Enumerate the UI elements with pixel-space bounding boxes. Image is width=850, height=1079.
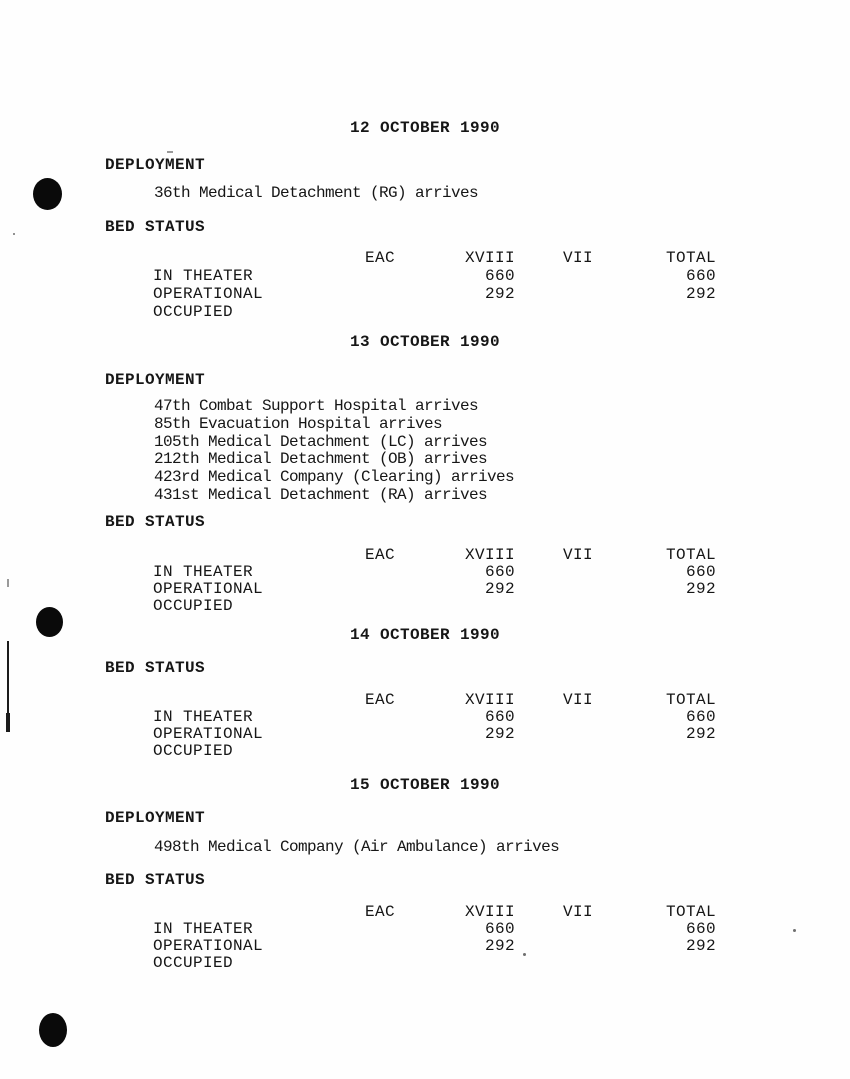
bed-status-table [153,547,716,615]
cell-xviii: 292 [484,580,515,598]
cell-xviii: 660 [484,563,515,581]
cell-eac [333,955,395,972]
cell-vii [515,709,593,726]
column-header-xviii: XVIII [464,691,515,709]
cell-eac [333,921,395,938]
scan-speck [13,233,15,235]
column-header-eac: EAC [364,249,395,267]
cell-total: 660 [685,267,716,285]
row-label: OCCUPIED [153,742,234,760]
row-label: OPERATIONAL [153,580,264,598]
column-header-vii: VII [562,903,593,921]
deployment-entry: 431st Medical Detachment (RA) arrives [154,486,488,504]
deployment-entry: 498th Medical Company (Air Ambulance) arrives [154,838,560,856]
column-spacer [153,250,333,268]
bed-status-table [153,904,716,972]
cell-eac [333,286,395,304]
cell-vii [515,743,593,760]
column-header-total: TOTAL [665,249,716,267]
cell-xviii: 660 [484,267,515,285]
cell-vii [515,304,593,322]
table-header-row [153,547,716,564]
cell-total: 660 [685,708,716,726]
deployment-entry: 423rd Medical Company (Clearing) arrives [154,468,515,486]
row-label: IN THEATER [153,563,254,581]
cell-vii [515,268,593,286]
cell-eac [333,726,395,743]
table-row [153,955,716,972]
deployment-entry: 105th Medical Detachment (LC) arrives [154,433,488,451]
row-label: IN THEATER [153,920,254,938]
cell-xviii [395,955,515,972]
cell-xviii: 660 [484,708,515,726]
deployment-entry: 85th Evacuation Hospital arrives [154,415,443,433]
cell-total [593,743,716,760]
hole-punch-mark [39,1013,67,1047]
cell-eac [333,564,395,581]
column-header-vii: VII [562,691,593,709]
cell-vii [515,581,593,598]
cell-vii [515,598,593,615]
scan-speck [167,151,173,153]
cell-total: 292 [685,725,716,743]
column-spacer [153,547,333,564]
pen-line-artifact [6,713,10,732]
deployment-heading: DEPLOYMENT [105,371,206,389]
row-label: OPERATIONAL [153,285,264,303]
cell-xviii [395,743,515,760]
cell-eac [333,268,395,286]
cell-total: 292 [685,285,716,303]
cell-xviii: 292 [484,725,515,743]
bed-status-heading: BED STATUS [105,218,206,236]
column-header-xviii: XVIII [464,903,515,921]
bed-status-heading: BED STATUS [105,659,206,677]
table-row [153,921,716,938]
cell-eac [333,938,395,955]
row-label: IN THEATER [153,708,254,726]
cell-total: 660 [685,920,716,938]
table-row [153,564,716,581]
column-header-total: TOTAL [665,903,716,921]
table-header-row [153,904,716,921]
cell-total [593,304,716,322]
section-date: 15 OCTOBER 1990 [349,776,501,794]
scan-speck [7,579,9,587]
cell-eac [333,709,395,726]
cell-total: 292 [685,937,716,955]
column-header-eac: EAC [364,546,395,564]
table-row [153,598,716,615]
deployment-entry: 47th Combat Support Hospital arrives [154,397,479,415]
column-header-xviii: XVIII [464,249,515,267]
column-header-eac: EAC [364,903,395,921]
cell-xviii: 292 [484,937,515,955]
section-date: 14 OCTOBER 1990 [349,626,501,644]
cell-eac [333,743,395,760]
cell-xviii [395,304,515,322]
row-label: OCCUPIED [153,597,234,615]
cell-eac [333,581,395,598]
column-header-xviii: XVIII [464,546,515,564]
section-date: 13 OCTOBER 1990 [349,333,501,351]
bed-status-table [153,692,716,760]
bed-status-table [153,250,716,322]
table-header-row [153,692,716,709]
table-row [153,268,716,286]
column-spacer [153,692,333,709]
column-header-eac: EAC [364,691,395,709]
cell-vii [515,938,593,955]
row-label: OCCUPIED [153,303,234,321]
cell-total [593,955,716,972]
table-header-row [153,250,716,268]
column-header-total: TOTAL [665,546,716,564]
deployment-entry: 36th Medical Detachment (RG) arrives [154,184,479,202]
cell-vii [515,921,593,938]
row-label: OPERATIONAL [153,937,264,955]
table-row [153,304,716,322]
hole-punch-mark [33,178,62,210]
cell-eac [333,598,395,615]
bed-status-heading: BED STATUS [105,871,206,889]
cell-total: 292 [685,580,716,598]
cell-vii [515,726,593,743]
column-header-vii: VII [562,249,593,267]
cell-vii [515,286,593,304]
table-row [153,938,716,955]
cell-xviii: 660 [484,920,515,938]
cell-xviii [395,598,515,615]
pen-line-artifact [7,641,9,714]
table-row [153,743,716,760]
scan-speck [793,929,796,932]
deployment-entry: 212th Medical Detachment (OB) arrives [154,450,488,468]
section-date: 12 OCTOBER 1990 [349,119,501,137]
table-row [153,581,716,598]
cell-total: 660 [685,563,716,581]
table-row [153,286,716,304]
cell-vii [515,955,593,972]
bed-status-heading: BED STATUS [105,513,206,531]
table-row [153,709,716,726]
cell-eac [333,304,395,322]
cell-xviii: 292 [484,285,515,303]
column-header-total: TOTAL [665,691,716,709]
deployment-heading: DEPLOYMENT [105,156,206,174]
deployment-heading: DEPLOYMENT [105,809,206,827]
row-label: IN THEATER [153,267,254,285]
row-label: OPERATIONAL [153,725,264,743]
cell-total [593,598,716,615]
column-header-vii: VII [562,546,593,564]
row-label: OCCUPIED [153,954,234,972]
cell-vii [515,564,593,581]
table-row [153,726,716,743]
column-spacer [153,904,333,921]
